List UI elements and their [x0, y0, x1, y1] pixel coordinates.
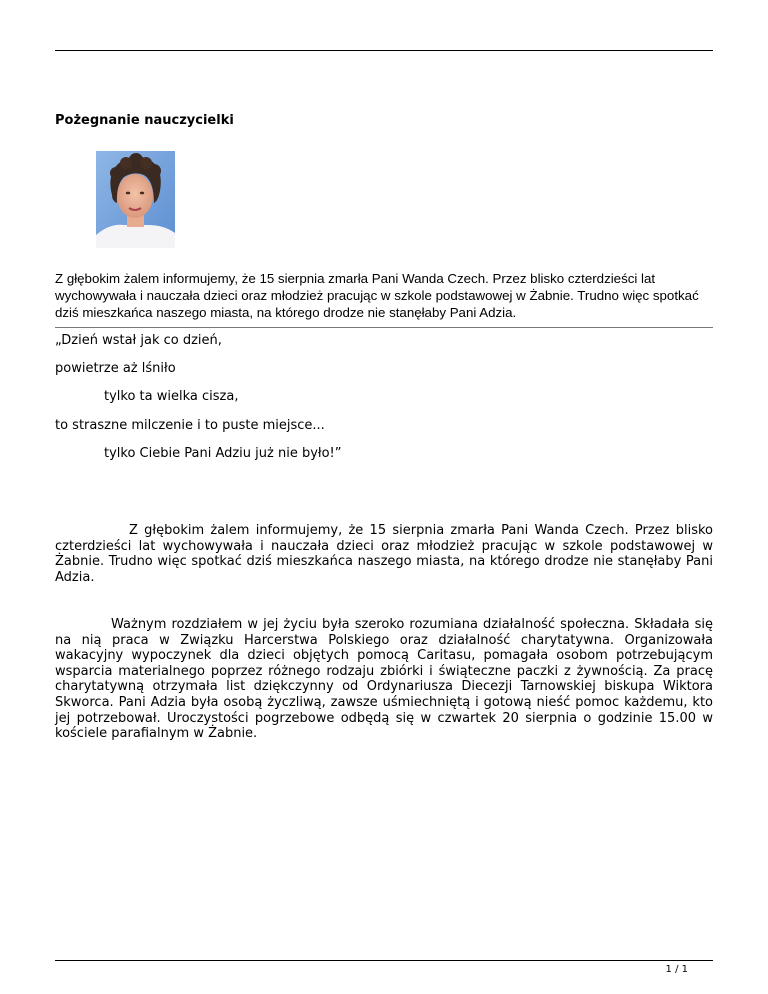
section-divider — [55, 327, 713, 328]
paragraph-announcement: Z głębokim żalem informujemy, że 15 sierpnia zmarła Pani Wanda Czech. Przez blisko czterdzieści lat wychowywała i nauczała dzieci oraz młodzież pracując w szkole podstawowej w Żabnie. Trudno więc spotkać dziś mieszkańca naszego miasta, na którego drodze nie stanęłaby Pani Adzia. — [55, 523, 713, 585]
page-title: Pożegnanie nauczycielki — [55, 113, 234, 128]
paragraph-biography: Ważnym rozdziałem w jej życiu była szeroko rozumiana działalność społeczna. Składała się na nią praca w Związku Harcerstwa Polskiego oraz działalność charytatywna. Organizowała wakacyjny wypoczynek dla dzieci objętych pomocą Caritasu, pomagała osobom potrzebującym wsparcia materialnego poprzez różnego rodzaju zbiórki i świąteczne paczki z żywnością. Za pracę charytatywną otrzymała list dziękczynny od Ordynariusza Diecezji Tarnowskiej biskupa Wiktora Skworca. Pani Adzia była osobą życzliwą, zawsze uśmiechniętą i gotową nieść pomoc każdemu, kto jej potrzebował. Uroczystości pogrzebowe odbędą się w czwartek 20 sierpnia o godzinie 15.00 w kościele parafialnym w Żabnie. — [55, 617, 713, 742]
page-number: 1 / 1 — [665, 964, 688, 975]
poem-line: to straszne milczenie i to puste miejsce... — [55, 418, 325, 433]
portrait-photo — [96, 151, 175, 248]
poem-line: powietrze aż lśniło — [55, 361, 176, 376]
poem-line: „Dzień wstał jak co dzień, — [55, 333, 222, 348]
poem-line: tylko ta wielka cisza, — [104, 389, 239, 404]
footer-rule — [55, 960, 713, 961]
intro-paragraph: Z głębokim żalem informujemy, że 15 sierpnia zmarła Pani Wanda Czech. Przez blisko czterdzieści lat wychowywała i nauczała dzieci oraz młodzież pracując w szkole podstawowej w Żabnie. Trudno więc spotkać dziś mieszkańca naszego miasta, na którego drodze nie stanęłaby Pani Adzia. — [55, 271, 699, 320]
poem-line: tylko Ciebie Pani Adziu już nie było!” — [104, 446, 342, 461]
header-rule — [55, 50, 713, 51]
